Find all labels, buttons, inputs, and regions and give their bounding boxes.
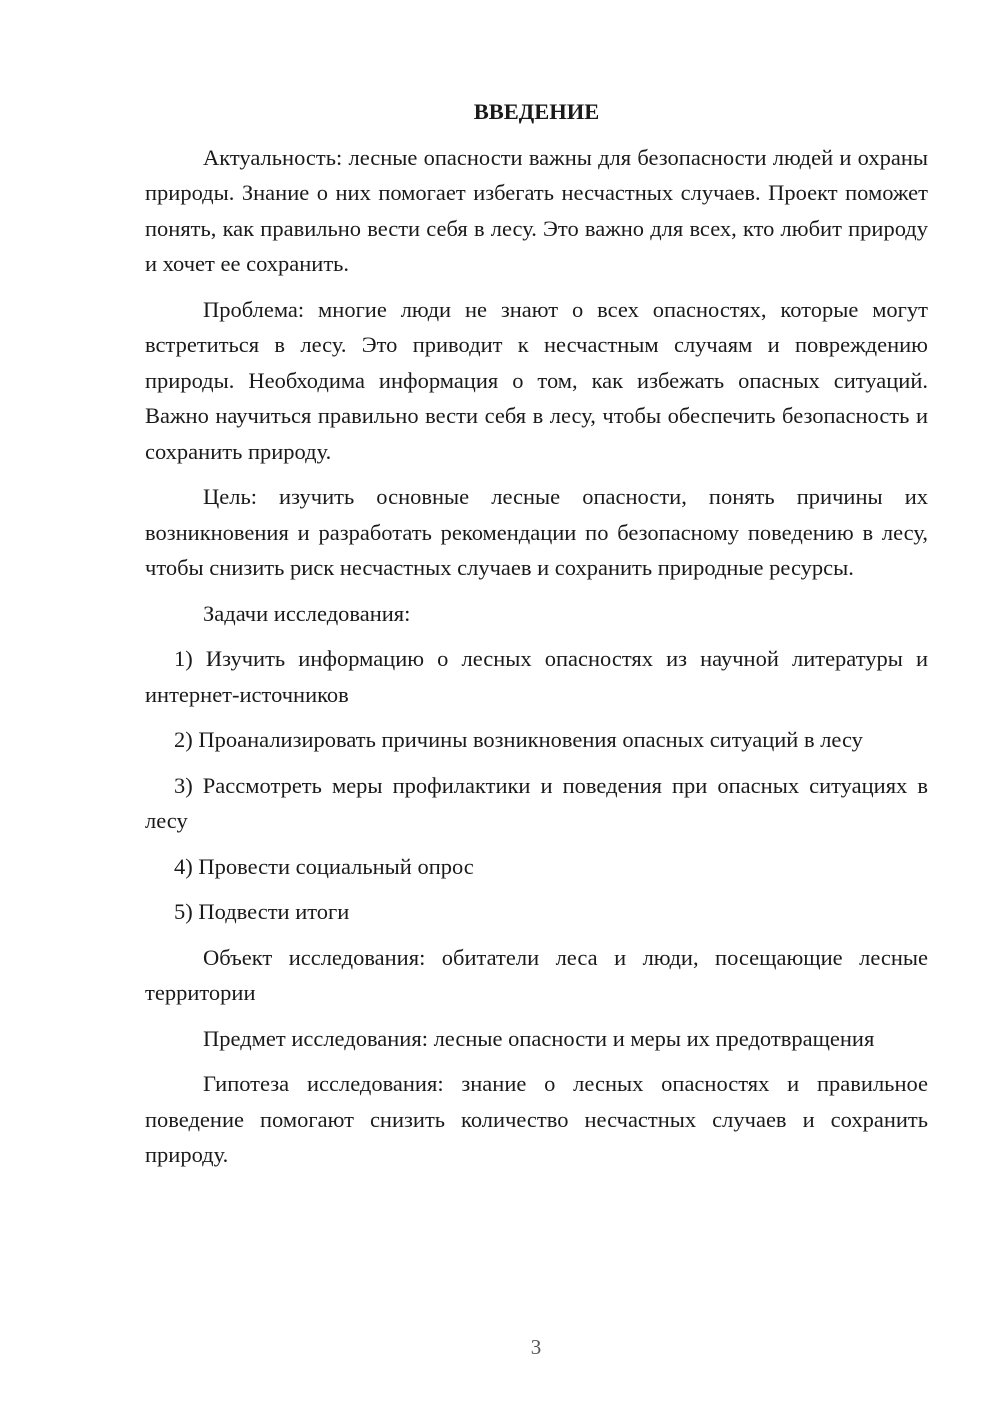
task-item: 3) Рассмотреть меры профилактики и поведения при опасных ситуациях в лесу: [145, 772, 928, 833]
task-item: 2) Проанализировать причины возникновения опасных ситуаций в лесу: [174, 727, 863, 752]
subject-paragraph: Предмет исследования: лесные опасности и меры их предотвращения: [203, 1025, 875, 1051]
goal-paragraph: Цель: изучить основные лесные опасности, понять причины их возникновения и разработать рекомендации по безопасному поведению в лесу, чтобы снизить риск несчастных случаев и сохранить природные ресурсы.: [145, 484, 928, 580]
task-item: 4) Провести социальный опрос: [174, 853, 474, 879]
task-item: 1) Изучить информацию о лесных опасностях из научной литературы и интернет-источников: [145, 646, 928, 707]
hypothesis-paragraph: Гипотеза исследования: знание о лесных опасностях и правильное поведение помогают снизить количество несчастных случаев и сохранить природу.: [145, 1071, 928, 1167]
tasks-heading: Задачи исследования:: [203, 600, 411, 626]
object-paragraph: Объект исследования: обитатели леса и люди, посещающие лесные территории: [145, 944, 928, 1005]
page-title: ВВЕДЕНИЕ: [473, 99, 600, 124]
page-number: 3: [530, 1335, 542, 1359]
task-item: 5) Подвести итоги: [174, 899, 350, 924]
page-body: [145, 94, 928, 1183]
relevance-paragraph: Актуальность: лесные опасности важны для безопасности людей и охраны природы. Знание о них помогает избегать несчастных случаев. Проект поможет понять, как правильно вести себя в лесу. Это важно для всех, кто любит природу и хочет ее сохранить.: [145, 144, 928, 276]
problem-paragraph: Проблема: многие люди не знают о всех опасностях, которые могут встретиться в лесу. Это приводит к несчастным случаям и повреждению природы. Необходима информация о том, как избежать опасных ситуаций. Важно научиться правильно вести себя в лесу, чтобы обеспечить безопасность и сохранить природу.: [145, 296, 928, 464]
